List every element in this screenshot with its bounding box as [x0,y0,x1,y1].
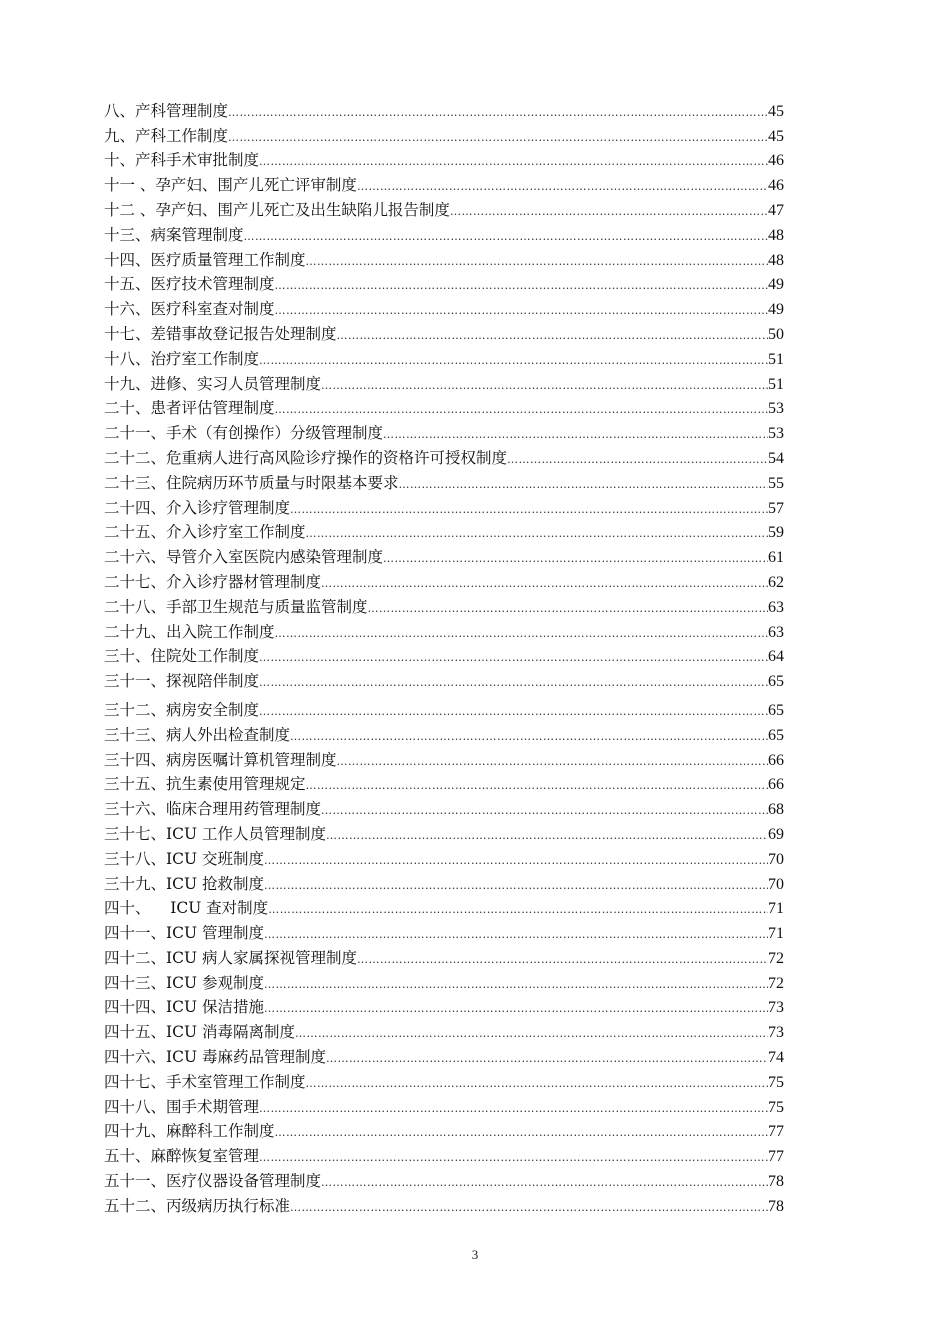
toc-entry-page: 65 [768,726,784,744]
toc-entry [104,1092,784,1117]
table-of-contents [104,96,784,1216]
toc-entry-page: 77 [768,1148,784,1166]
toc-entry [104,1191,784,1216]
toc-entry [104,294,784,319]
toc-entry-title: 十七、差错事故登记报告处理制度 [104,324,337,343]
toc-entry-page: 78 [768,1197,784,1215]
toc-entry-title: 二十八、手部卫生规范与质量监管制度 [104,597,368,616]
toc-dot-leader [264,928,768,943]
toc-entry-page: 48 [768,251,784,269]
toc-entry-title: 九、产科工作制度 [104,126,229,145]
toc-entry-page: 77 [768,1123,784,1141]
toc-entry-page: 53 [768,425,784,443]
toc-entry-page: 74 [768,1049,784,1067]
toc-entry [104,270,784,295]
toc-dot-leader [306,1077,768,1092]
toc-entry [104,245,784,270]
toc-entry [104,170,784,195]
toc-dot-leader [326,1052,768,1067]
toc-entry-page: 54 [768,449,784,467]
toc-entry-title: 十三、病案管理制度 [104,225,244,244]
toc-dot-leader [259,651,768,666]
toc-dot-leader [259,676,768,691]
toc-entry-page: 70 [768,850,784,868]
toc-entry-title: 四十二、ICU 病人家属探视管理制度 [104,948,357,967]
toc-entry-page: 75 [768,1073,784,1091]
toc-dot-leader [228,106,768,121]
toc-dot-leader [264,978,768,993]
toc-entry [104,121,784,146]
page-number: 3 [471,1247,479,1262]
toc-entry [104,220,784,245]
toc-entry-page: 50 [768,325,784,343]
toc-dot-leader [357,953,768,968]
toc-entry-title: 四十五、ICU 消毒隔离制度 [104,1023,295,1042]
toc-dot-leader [259,155,768,170]
toc-dot-leader [290,503,768,518]
toc-entry [104,1166,784,1191]
toc-dot-leader [275,1126,768,1141]
toc-entry [104,592,784,617]
toc-dot-leader [337,329,768,344]
toc-entry-page: 63 [768,623,784,641]
toc-dot-leader [244,230,768,245]
toc-entry [104,794,784,819]
toc-entry-title: 二十、患者评估管理制度 [104,399,275,418]
toc-entry-page: 71 [768,900,784,918]
toc-dot-leader [259,1102,768,1117]
toc-dot-leader [264,879,768,894]
toc-dot-leader [337,755,768,770]
toc-entry-page: 47 [768,201,784,219]
toc-entry-title: 二十六、导管介入室医院内感染管理制度 [104,548,384,567]
toc-entry-title: 三十九、ICU 抢救制度 [104,874,264,893]
toc-entry [104,1017,784,1042]
toc-dot-leader [306,527,768,542]
toc-entry-title: 十六、医疗科室查对制度 [104,300,275,319]
toc-entry [104,493,784,518]
toc-entry-title: 三十、住院处工作制度 [104,647,260,666]
toc-entry [104,666,784,691]
toc-dot-leader [450,205,768,220]
toc-dot-leader [507,453,768,468]
toc-entry-title: 三十一、探视陪伴制度 [104,672,260,691]
toc-entry-title: 五十一、医疗仪器设备管理制度 [104,1172,322,1191]
toc-entry-page: 73 [768,999,784,1017]
toc-entry [104,468,784,493]
toc-dot-leader [295,1027,768,1042]
toc-entry-title: 二十七、介入诊疗器材管理制度 [104,572,322,591]
toc-entry [104,418,784,443]
toc-entry-title: 十八、治疗室工作制度 [104,349,260,368]
toc-entry-page: 48 [768,226,784,244]
toc-entry [104,567,784,592]
toc-entry-page: 46 [768,152,784,170]
toc-entry-title: 二十三、住院病历环节质量与时限基本要求 [104,473,399,492]
toc-dot-leader [259,705,768,720]
toc-entry-page: 63 [768,598,784,616]
toc-entry-page: 59 [768,524,784,542]
toc-entry [104,869,784,894]
toc-dot-leader [264,854,768,869]
toc-dot-leader [321,804,768,819]
toc-entry [104,369,784,394]
toc-entry [104,993,784,1018]
toc-entry-page: 51 [768,350,784,368]
toc-entry [104,394,784,419]
toc-entry-page: 57 [768,499,784,517]
toc-entry-title: 四十一、ICU 管理制度 [104,924,264,943]
toc-entry [104,968,784,993]
toc-entry-title: 二十二、危重病人进行高风险诊疗操作的资格许可授权制度 [104,448,508,467]
toc-entry-title: 三十五、抗生素使用管理规定 [104,775,306,794]
toc-dot-leader [259,1151,768,1166]
toc-entry-page: 45 [768,127,784,145]
toc-entry-title: 十四、医疗质量管理工作制度 [104,250,306,269]
toc-dot-leader [368,602,768,617]
toc-entry [104,617,784,642]
toc-entry-title: 四十、 ICU 查对制度 [104,899,269,918]
toc-entry-title: 十五、医疗技术管理制度 [104,275,275,294]
toc-entry [104,146,784,171]
toc-entry-title: 十九、进修、实习人员管理制度 [104,374,322,393]
toc-dot-leader [326,829,768,844]
toc-dot-leader [275,627,768,642]
toc-dot-leader [275,304,768,319]
toc-dot-leader [383,552,768,567]
toc-entry-title: 三十二、病房安全制度 [104,700,260,719]
toc-dot-leader [290,730,768,745]
toc-entry-title: 五十、麻醉恢复室管理 [104,1147,260,1166]
toc-entry-title: 十、产科手术审批制度 [104,151,260,170]
toc-entry-title: 四十六、ICU 毒麻药品管理制度 [104,1048,326,1067]
toc-entry [104,518,784,543]
toc-entry [104,1117,784,1142]
toc-entry-title: 四十九、麻醉科工作制度 [104,1122,275,1141]
toc-dot-leader [228,131,768,146]
toc-entry-title: 十二 、孕产妇、围产儿死亡及出生缺陷儿报告制度 [104,200,450,219]
toc-dot-leader [357,180,768,195]
toc-entry-page: 75 [768,1098,784,1116]
toc-entry-page: 72 [768,974,784,992]
toc-entry [104,443,784,468]
toc-entry [104,344,784,369]
toc-entry-title: 四十四、ICU 保洁措施 [104,998,264,1017]
toc-entry-title: 四十八、围手术期管理 [104,1097,260,1116]
toc-entry [104,943,784,968]
toc-entry [104,319,784,344]
toc-entry-page: 51 [768,375,784,393]
toc-entry-title: 三十四、病房医嘱计算机管理制度 [104,750,337,769]
toc-dot-leader [321,379,768,394]
toc-entry-page: 46 [768,177,784,195]
toc-dot-leader [264,1002,768,1017]
toc-entry [104,96,784,121]
toc-entry-page: 78 [768,1173,784,1191]
toc-entry-page: 70 [768,875,784,893]
toc-entry-page: 49 [768,301,784,319]
toc-entry [104,720,784,745]
toc-dot-leader [275,403,768,418]
toc-entry [104,542,784,567]
toc-entry-page: 73 [768,1024,784,1042]
toc-entry [104,195,784,220]
toc-entry [104,1141,784,1166]
toc-entry-title: 二十五、介入诊疗室工作制度 [104,523,306,542]
toc-entry-title: 四十七、手术室管理工作制度 [104,1072,306,1091]
toc-entry-page: 68 [768,801,784,819]
toc-entry-title: 三十八、ICU 交班制度 [104,849,264,868]
toc-dot-leader [383,428,768,443]
toc-entry-page: 66 [768,751,784,769]
toc-entry-title: 十一 、孕产妇、围产儿死亡评审制度 [104,176,357,195]
toc-dot-leader [321,1176,768,1191]
toc-dot-leader [268,903,768,918]
toc-dot-leader [306,779,768,794]
toc-entry-page: 49 [768,276,784,294]
toc-entry-title: 五十二、丙级病历执行标准 [104,1196,291,1215]
toc-entry [104,642,784,667]
toc-entry-page: 64 [768,648,784,666]
toc-dot-leader [290,1201,768,1216]
toc-entry [104,918,784,943]
toc-entry-title: 三十七、ICU 工作人员管理制度 [104,824,326,843]
toc-entry [104,844,784,869]
toc-entry-title: 四十三、ICU 参观制度 [104,973,264,992]
toc-entry-page: 71 [768,925,784,943]
toc-dot-leader [399,478,768,493]
toc-dot-leader [259,354,768,369]
toc-entry-page: 45 [768,102,784,120]
toc-entry-title: 三十六、临床合理用药管理制度 [104,800,322,819]
toc-entry-page: 69 [768,825,784,843]
toc-entry [104,770,784,795]
toc-entry [104,745,784,770]
toc-dot-leader [321,577,768,592]
toc-entry-page: 65 [768,701,784,719]
toc-entry-title: 二十一、手术（有创操作）分级管理制度 [104,424,384,443]
toc-entry-page: 66 [768,776,784,794]
toc-entry-title: 二十四、介入诊疗管理制度 [104,498,291,517]
toc-entry-page: 65 [768,673,784,691]
toc-entry [104,894,784,919]
toc-entry-page: 62 [768,573,784,591]
toc-entry [104,819,784,844]
toc-entry-title: 三十三、病人外出检查制度 [104,725,291,744]
toc-entry-page: 55 [768,474,784,492]
toc-entry-page: 72 [768,949,784,967]
toc-entry [104,1042,784,1067]
toc-dot-leader [275,279,768,294]
toc-entry [104,695,784,720]
toc-entry [104,1067,784,1092]
toc-dot-leader [306,255,768,270]
toc-entry-title: 二十九、出入院工作制度 [104,622,275,641]
toc-entry-title: 八、产科管理制度 [104,101,229,120]
toc-entry-page: 53 [768,400,784,418]
toc-entry-page: 61 [768,549,784,567]
